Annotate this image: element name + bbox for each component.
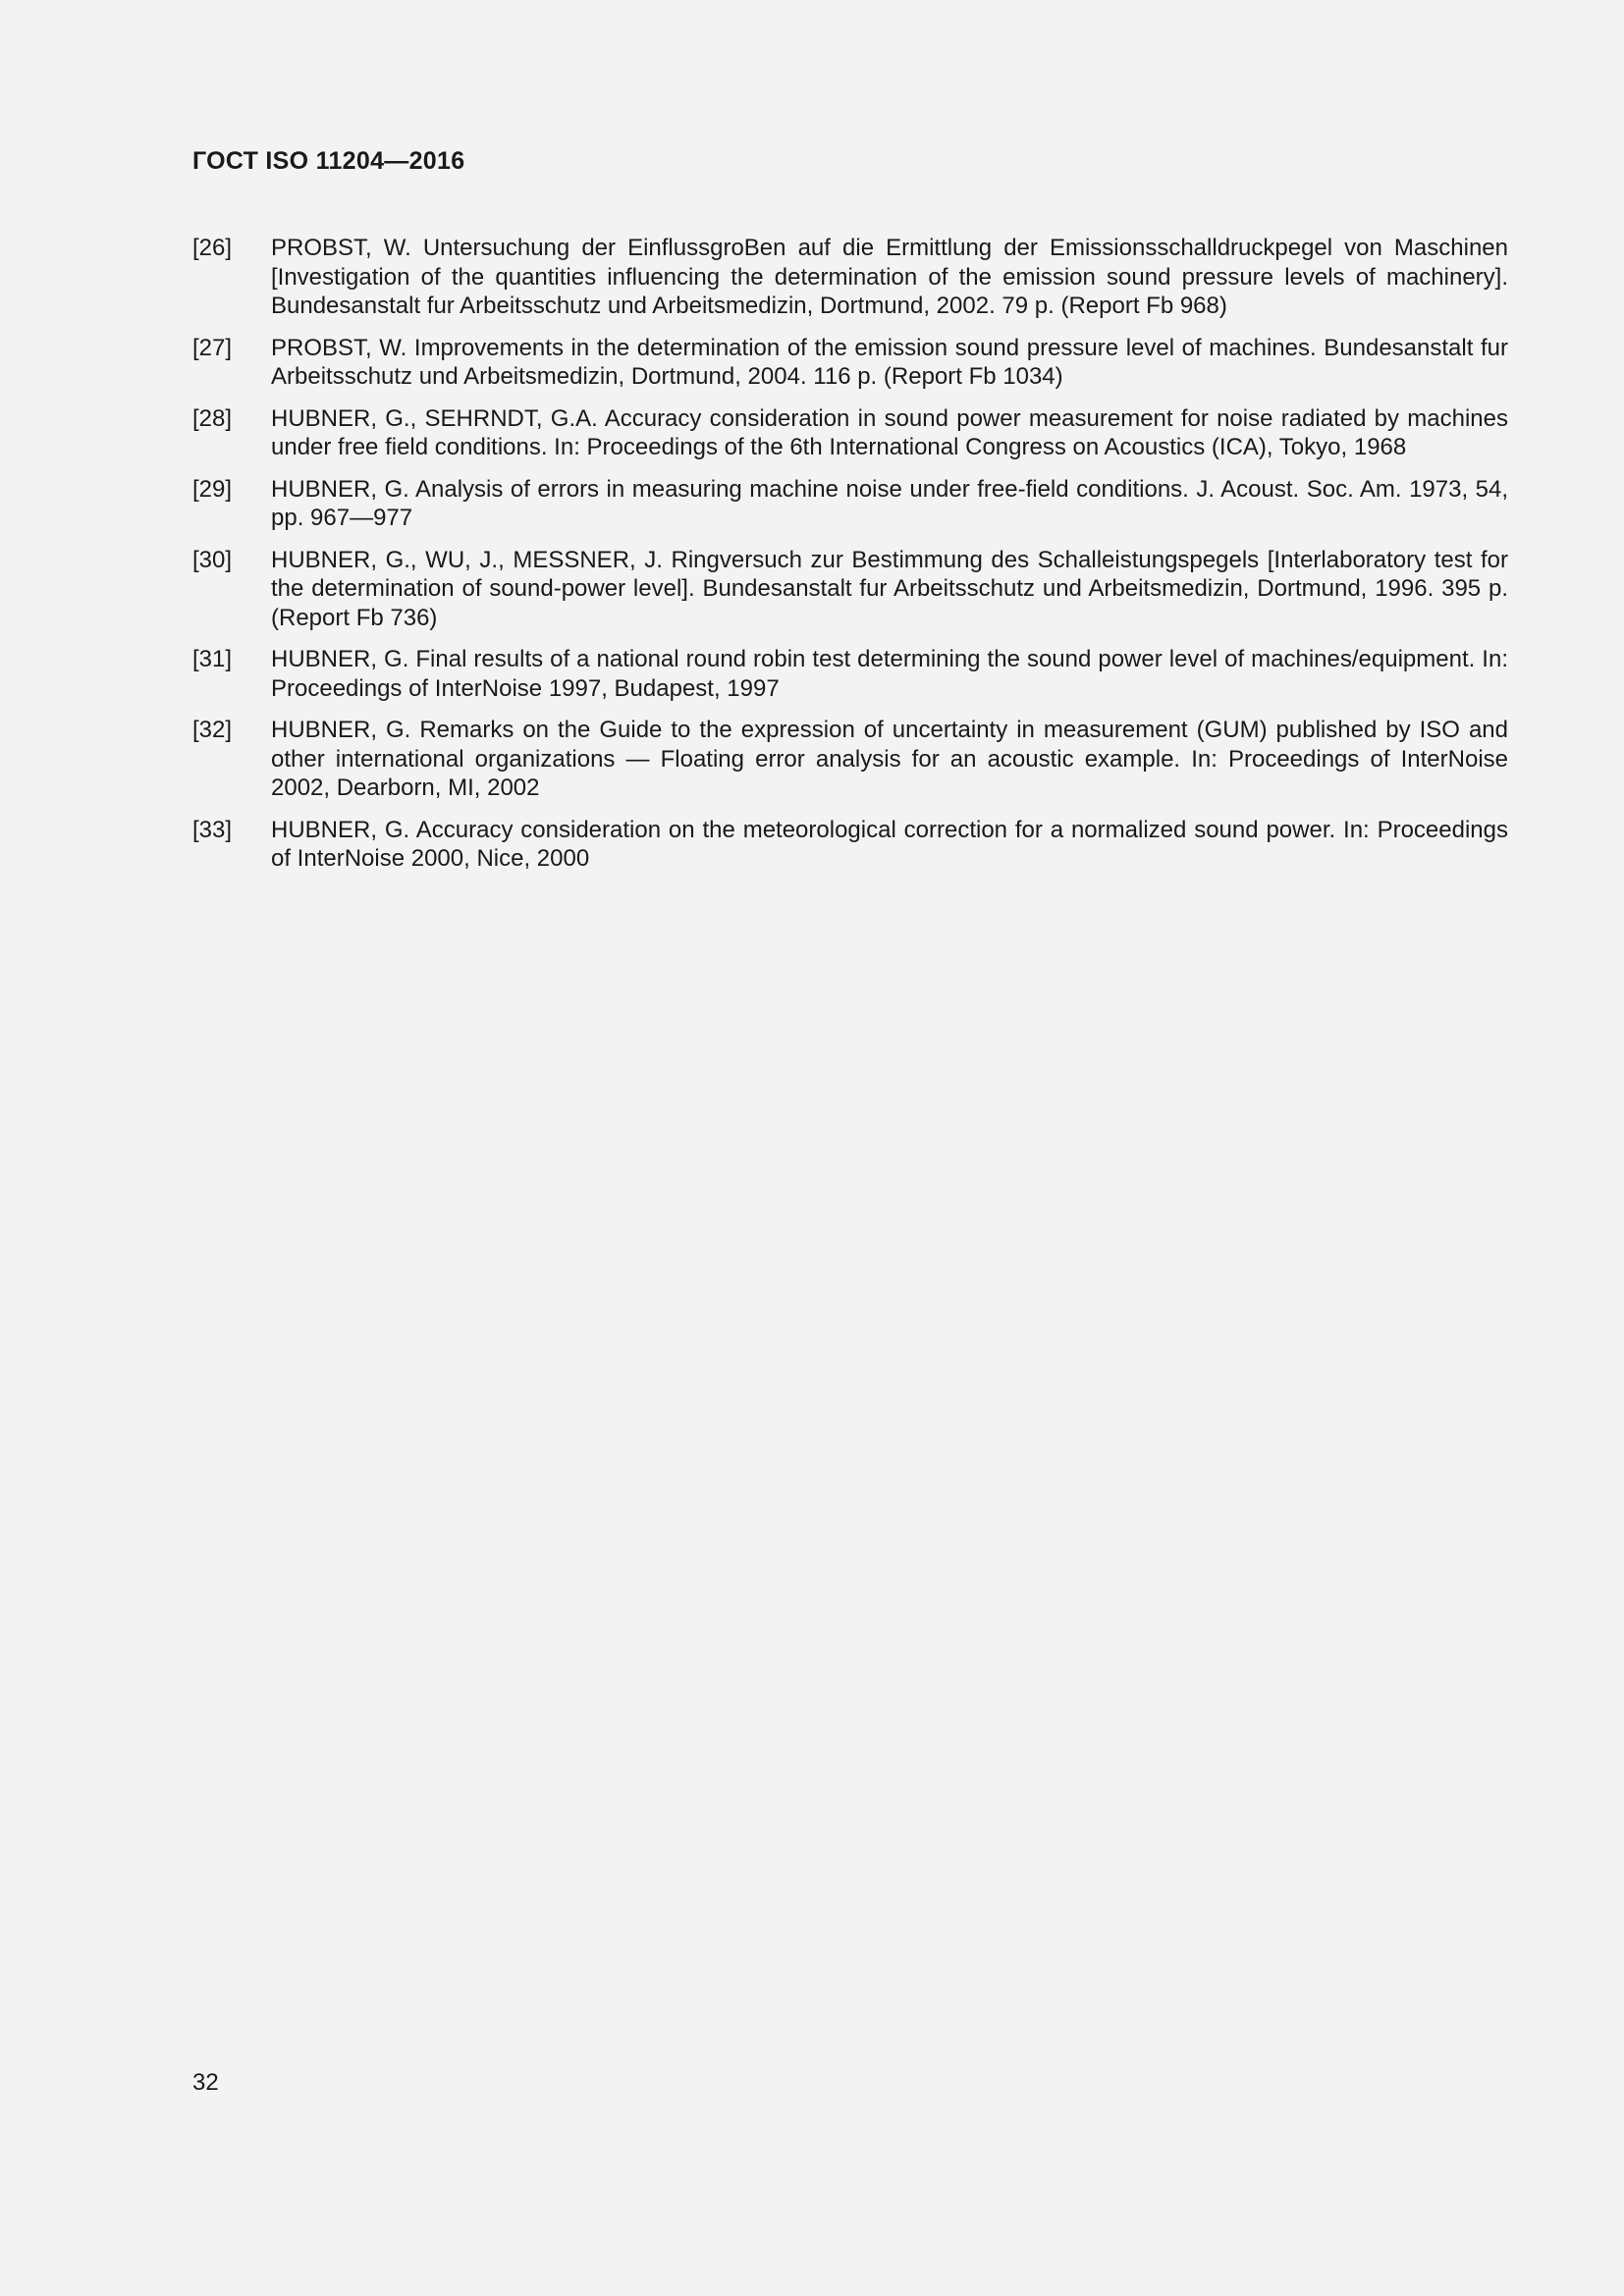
reference-number: [31] [192,646,233,672]
reference-number: [30] [192,546,233,573]
reference-number: [29] [192,475,233,503]
reference-text: HUBNER, G. Accuracy consideration on the meteorological correction for a normalized sound power. In: Proceedings of InterNoise 2000, Nice, 2000 [271,816,1508,872]
reference-text: PROBST, W. Improvements in the determination of the emission sound pressure level of machines. Bundesanstalt fur Arbeitsschutz und Arbeitsmedizin, Dortmund, 2004. 116 p. (Report Fb 1034) [271,334,1508,390]
reference-text: HUBNER, G. Analysis of errors in measuring machine noise under free-field conditions. J. Acoust. Soc. Am. 1973, 54, pp. 967—977 [271,475,1508,531]
bibliography-entry [192,334,1508,392]
bibliography-entry [192,546,1508,633]
reference-text: HUBNER, G., WU, J., MESSNER, J. Ringversuch zur Bestimmung des Schalleistungspegels [Interlaboratory test for the determination of sound-power level]. Bundesanstalt fur Arbeitsschutz und Arbeitsmedizin, Dortmund, 1996. 395 p. (Report Fb 736) [271,546,1508,631]
bibliography-entry [192,475,1508,533]
bibliography-entry [192,234,1508,321]
bibliography-entry [192,716,1508,803]
page-number: 32 [192,2069,219,2096]
reference-text: PROBST, W. Untersuchung der EinflussgroBen auf die Ermittlung der Emissionsschalldruckpegel von Maschinen [Investigation of the quantities influencing the determination of the emission sound pressure levels of machinery]. Bundesanstalt fur Arbeitsschutz und Arbeitsmedizin, Dortmund, 2002. 79 p. (Report Fb 968) [271,235,1508,319]
reference-number: [32] [192,717,233,743]
bibliography-entry [192,816,1508,874]
reference-number: [33] [192,816,233,843]
reference-text: HUBNER, G., SEHRNDT, G.A. Accuracy consideration in sound power measurement for noise radiated by machines under free field conditions. In: Proceedings of the 6th International Congress on Acoustics (ICA), Tokyo, 1968 [271,404,1508,460]
reference-number: [28] [192,404,233,432]
reference-number: [27] [192,334,233,361]
reference-number: [26] [192,235,233,261]
document-header: ГОСТ ISO 11204—2016 [192,147,465,175]
bibliography-entry [192,645,1508,703]
reference-text: HUBNER, G. Final results of a national round robin test determining the sound power level of machines/equipment. In: Proceedings of InterNoise 1997, Budapest, 1997 [271,646,1508,702]
reference-text: HUBNER, G. Remarks on the Guide to the expression of uncertainty in measurement (GUM) published by ISO and other international organizations — Floating error analysis for an acoustic example. In: Proceedings of InterNoise 2002, Dearborn, MI, 2002 [271,717,1508,801]
bibliography-entry [192,404,1508,462]
bibliography-list [192,234,1508,886]
